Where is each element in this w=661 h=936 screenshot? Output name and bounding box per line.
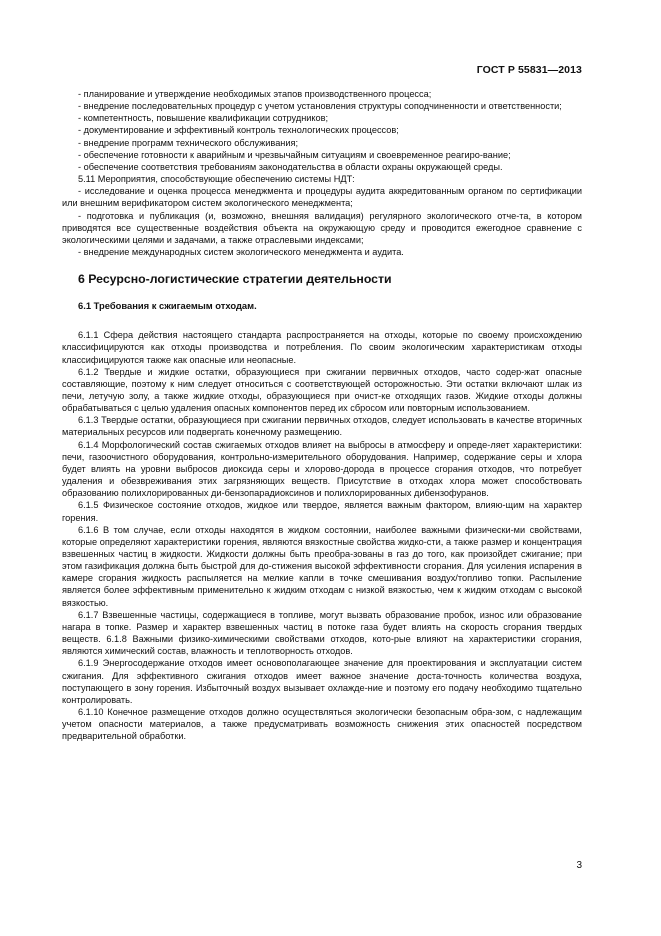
clause-5-11: 5.11 Мероприятия, способствующие обеспечению системы НДТ: xyxy=(78,174,355,185)
paragraph-6-1-9: 6.1.9 Энергосодержание отходов имеет основополагающее значение для проектирования и эксплуатации систем сжигания. Для эффективного сжигания отходов имеет важное значение доста-точность количества воздуха, поступающего в зону горения. Избыточный воздух вызывает охлажде-ние и поэтому его подачу необходимо тщательно контролировать. xyxy=(62,658,582,705)
list-item: - внедрение последовательных процедур с учетом установления структуры соподчиненности и ответственности; xyxy=(78,101,562,112)
paragraph-6-1-10: 6.1.10 Конечное размещение отходов должно осуществляться экологически безопасным обра-зом, с надлежащим учетом опасности материалов, а также предусматривать возможность снижения этих опасностей посредством предварительной обработки. xyxy=(62,707,582,742)
paragraph-6-1-4: 6.1.4 Морфологический состав сжигаемых отходов влияет на выбросы в атмосферу и опреде-ляет характеристики: печи, газоочистного оборудования, контрольно-измерительного оборудования. Например, содержание серы и хлора будет влиять на уровни выбросов диоксида серы и хлорово-дорода в процессе сгорания отходов, что потребует удаления и обезвреживания этих загрязняющих веществ. Присутствие в отходах хлора может способствовать образованию полихлорированных ди-бензопарадиоксинов и полихлорированных дибензофуранов. xyxy=(62,439,582,499)
paragraph-6-1-6: 6.1.6 В том случае, если отходы находятся в жидком состоянии, наиболее важными физически-ми свойствами, которые определяют характеристики горения, являются вязкостные свойства жидко-сти, а также размер и концентрация взвешенных частиц в жидкости. Жидкости должны быть преобра-зованы в газ до того, как произойдет сжигание; при этом газификация должна быть быстрой для до-стижения высокой эффективности сгорания. Для усиления испарения в камере сгорания жидкость распыляется на мелкие капли в точке смешивания воздух/топливо топки. Распыление является более эффективным применительно к жидким отходам с низкой вязкостью, чем к жидким отходам с высокой вязкостью. xyxy=(62,524,582,608)
list-item: - планирование и утверждение необходимых этапов производственного процесса; xyxy=(78,89,432,99)
paragraph-6-1-1: 6.1.1 Сфера действия настоящего стандарта распространяется на отходы, которые по своему происхождению классифицируются как отходы производства и потребления. По своим экологическим характеристикам отходы классифицируются также как опасные или неопасные. xyxy=(62,330,582,365)
list-item: - компетентность, повышение квалификации сотрудников; xyxy=(78,113,329,124)
section-6-heading: 6 Ресурсно-логистические стратегии деятельности xyxy=(78,272,392,287)
document-body xyxy=(62,88,582,743)
paragraph-6-1-5: 6.1.5 Физическое состояние отходов, жидкое или твердое, является важным фактором, влияю-щим на характер горения. xyxy=(62,500,582,523)
list-item: - обеспечение соответствия требованиям законодательства в области охраны окружающей среды. xyxy=(78,161,503,172)
list-item: - внедрение международных систем экологического менеджмента и аудита. xyxy=(78,247,404,258)
list-item: - подготовка и публикация (и, возможно, внешняя валидация) регулярного экологического отче-та, в котором приводятся все существенные воздействия объекта на окружающую среду и проводится ежегодное сравнение с экологическими целями и задачами, а также отраслевыми индексами; xyxy=(62,210,582,245)
list-item: - внедрение программ технического обслуживания; xyxy=(78,137,299,148)
page-number: 3 xyxy=(576,860,582,871)
list-item: - обеспечение готовности к аварийным и чрезвычайным ситуациям и своевременное реагиро-вание; xyxy=(78,149,511,160)
paragraph-6-1-2: 6.1.2 Твердые и жидкие остатки, образующиеся при сжигании первичных отходов, часто содер-жат опасные составляющие, поэтому к ним следует относиться с соответствующей осторожностью. Эти остатки включают шлак из печи, летучую золу, а также жидкие отходы, образующиеся при очист-ке отходящих газов. Жидкие отходы должны обрабатываться с целью удаления опасных компонентов перед их сбросом или повторным использованием. xyxy=(62,366,582,414)
standard-header: ГОСТ Р 55831—2013 xyxy=(476,64,582,76)
section-6-1-heading: 6.1 Требования к сжигаемым отходам. xyxy=(78,300,257,312)
paragraph-6-1-7: 6.1.7 Взвешенные частицы, содержащиеся в топливе, могут вызвать образование пробок, износ или образование нагара в топке. Размер и характер взвешенных частиц в потоке газа будет влиять на скорость сгорания твердых веществ. 6.1.8 Важными физико-химическими свойствами отходов, кото-рые влияют на характеристики сгорания, являются химический состав, влажность и теплотворность отходов. xyxy=(62,609,582,657)
paragraph-6-1-3: 6.1.3 Твердые остатки, образующиеся при сжигании первичных отходов, следует использовать в качестве вторичных материальных ресурсов или подвергать конечному размещению. xyxy=(62,415,582,438)
list-item: - исследование и оценка процесса менеджмента и процедуры аудита аккредитованным органом по сертификации или внешним верификатором систем экологического менеджмента; xyxy=(62,186,582,209)
list-item: - документирование и эффективный контроль технологических процессов; xyxy=(78,125,399,136)
